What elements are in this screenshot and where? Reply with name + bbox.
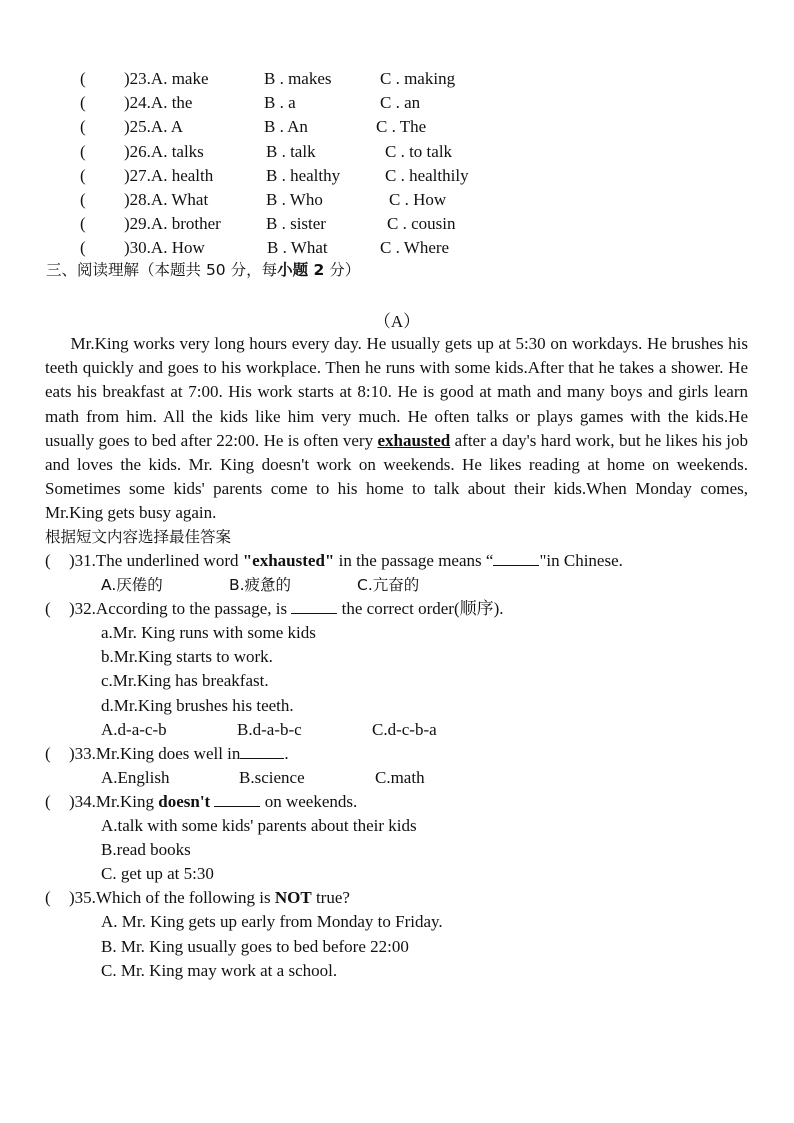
question-34 xyxy=(45,790,765,814)
stem-text: "in Chinese. xyxy=(539,551,623,570)
answer-paren[interactable]: ( xyxy=(80,141,86,161)
section-title-text: 分，每 xyxy=(225,261,278,279)
question-33 xyxy=(45,742,765,766)
question-34-option-c xyxy=(45,862,765,886)
stem-text: )33.Mr.King does well in xyxy=(69,743,241,763)
cloze-row-30 xyxy=(80,236,780,260)
cloze-row-24 xyxy=(80,91,780,115)
question-34-option-b xyxy=(45,838,765,862)
option-b: B . What xyxy=(267,238,328,258)
option-a: )24.A. the xyxy=(124,93,193,113)
option-a: A.d-a-c-b xyxy=(101,719,167,739)
stem-text: )34.Mr.King xyxy=(69,791,159,811)
question-35-option-a xyxy=(45,910,765,934)
answer-paren[interactable]: ( xyxy=(45,743,51,763)
stem-text: )31.The underlined word xyxy=(69,551,243,570)
section-title-text: 分） xyxy=(324,261,361,279)
answer-blank[interactable] xyxy=(291,597,337,614)
question-33-options xyxy=(45,766,765,790)
section-each-score: 2 xyxy=(313,261,325,279)
question-stem xyxy=(69,549,623,573)
option-c: C.d-c-b-a xyxy=(372,719,437,739)
answer-paren[interactable]: ( xyxy=(80,117,86,137)
option-c: C . an xyxy=(380,93,421,113)
cloze-row-23 xyxy=(80,67,780,91)
option-a: )30.A. How xyxy=(124,238,205,258)
section-title xyxy=(46,258,360,280)
stem-bold: NOT xyxy=(274,888,312,908)
option-b: B . Who xyxy=(266,189,323,209)
option-a: A.talk with some kids' parents about their kids xyxy=(101,816,417,836)
question-35-option-c xyxy=(45,959,765,983)
reading-passage xyxy=(45,332,748,526)
option-c: C.math xyxy=(375,767,425,787)
cloze-row-26 xyxy=(80,140,780,164)
order-item xyxy=(45,621,765,645)
question-stem xyxy=(69,886,350,910)
option-b: B . sister xyxy=(266,214,326,234)
section-title-text: 小题 xyxy=(277,261,314,279)
passage-text: Mr.King works very long hours every day. He usually gets up at 5:30 on workdays. He brushes his teeth quickly and goes to his workplace. Then he runs with some kids.After that he takes a shower. He eats his breakfast at 7:00. His work starts at 8:10. He is good at math and many boys and girls learn math from him. All the kids like him very much. He often talks or plays games with the kids.He usually goes to bed after 22:00. He is often very xyxy=(45,334,748,450)
question-35-option-b xyxy=(45,935,765,959)
option-c: C . cousin xyxy=(387,214,456,234)
cloze-row-28 xyxy=(80,188,780,212)
underlined-word: exhausted xyxy=(377,430,451,450)
stem-text: the correct order(顺序). xyxy=(337,599,504,619)
option-a: )26.A. talks xyxy=(124,141,204,161)
question-stem xyxy=(69,790,357,814)
option-a: A. Mr. King gets up early from Monday to Friday. xyxy=(101,912,443,932)
section-title-text: 三、阅读理解（本题共 xyxy=(46,261,206,279)
question-stem xyxy=(69,597,504,621)
answer-paren[interactable]: ( xyxy=(45,791,51,811)
stem-text: true? xyxy=(311,888,350,908)
order-item-text: b.Mr.King starts to work. xyxy=(101,647,273,667)
stem-bold: "exhausted" xyxy=(242,551,335,570)
option-c: C . The xyxy=(376,117,427,137)
stem-text: . xyxy=(284,743,289,763)
order-item-text: d.Mr.King brushes his teeth. xyxy=(101,695,294,715)
answer-paren[interactable]: ( xyxy=(45,599,51,619)
answer-paren[interactable]: ( xyxy=(45,888,51,908)
option-b: B . talk xyxy=(266,141,316,161)
option-b: B.read books xyxy=(101,840,191,860)
question-stem xyxy=(69,742,289,766)
order-item-text: a.Mr. King runs with some kids xyxy=(101,623,316,643)
option-b: B . An xyxy=(264,117,308,137)
cloze-options xyxy=(80,67,780,261)
order-item xyxy=(45,694,765,718)
section-total-score: 50 xyxy=(205,261,226,279)
passage-label: （A） xyxy=(373,312,421,331)
stem-text: )32.According to the passage, is xyxy=(69,599,292,619)
order-item-text: c.Mr.King has breakfast. xyxy=(101,671,269,691)
answer-blank[interactable] xyxy=(214,790,260,807)
option-b: B.science xyxy=(239,767,305,787)
stem-text: )35.Which of the following is xyxy=(69,888,275,908)
question-31-options xyxy=(45,573,765,597)
question-32-options xyxy=(45,718,765,742)
order-item xyxy=(45,669,765,693)
option-c: C . to talk xyxy=(385,141,453,161)
answer-paren[interactable]: ( xyxy=(45,551,51,570)
option-b: B.疲惫的 xyxy=(229,576,292,595)
answer-paren[interactable]: ( xyxy=(80,214,86,234)
option-b: B . makes xyxy=(264,69,332,88)
answer-paren[interactable]: ( xyxy=(80,69,86,88)
option-a: )25.A. A xyxy=(124,117,184,137)
answer-paren[interactable]: ( xyxy=(80,238,86,258)
answer-blank[interactable] xyxy=(240,742,284,759)
instruction: 根据短文内容选择最佳答案 xyxy=(45,528,232,546)
passage-text: after a day's hard work, but he likes his job and loves the kids. Mr. King doesn't work on weekends. He likes reading at home on weekends. Sometimes some kids' parents come to his home to talk about their kids.When Monday comes, Mr.King gets busy again. xyxy=(45,430,748,523)
cloze-row-27 xyxy=(80,164,780,188)
question-31 xyxy=(45,549,765,573)
cloze-row-29 xyxy=(80,212,780,236)
option-a: )23.A. make xyxy=(124,69,209,88)
option-c: C. get up at 5:30 xyxy=(101,864,214,884)
option-c: C . How xyxy=(389,189,447,209)
question-34-option-a xyxy=(45,814,765,838)
stem-bold: doesn't xyxy=(158,791,211,811)
stem-text: on weekends. xyxy=(260,791,358,811)
option-b: B. Mr. King usually goes to bed before 22:00 xyxy=(101,936,409,956)
option-c: C . making xyxy=(380,69,456,88)
option-b: B . healthy xyxy=(266,165,341,185)
option-a: )28.A. What xyxy=(124,189,209,209)
answer-paren[interactable]: ( xyxy=(80,93,86,113)
answer-paren[interactable]: ( xyxy=(80,189,86,209)
cloze-row-25 xyxy=(80,115,780,139)
option-a: A.厌倦的 xyxy=(101,576,163,595)
stem-text: in the passage means “ xyxy=(334,551,494,570)
answer-blank[interactable] xyxy=(493,549,539,566)
option-c: C . healthily xyxy=(385,165,469,185)
option-b: B . a xyxy=(264,93,296,113)
question-32 xyxy=(45,597,765,621)
question-35 xyxy=(45,886,765,910)
option-a: )29.A. brother xyxy=(124,214,221,234)
option-c: C.亢奋的 xyxy=(357,576,420,595)
option-c: C. Mr. King may work at a school. xyxy=(101,960,338,980)
questions xyxy=(45,549,765,983)
option-b: B.d-a-b-c xyxy=(237,719,302,739)
option-c: C . Where xyxy=(380,238,450,258)
option-a: A.English xyxy=(101,767,170,787)
answer-paren[interactable]: ( xyxy=(80,165,86,185)
order-item xyxy=(45,645,765,669)
option-a: )27.A. health xyxy=(124,165,214,185)
